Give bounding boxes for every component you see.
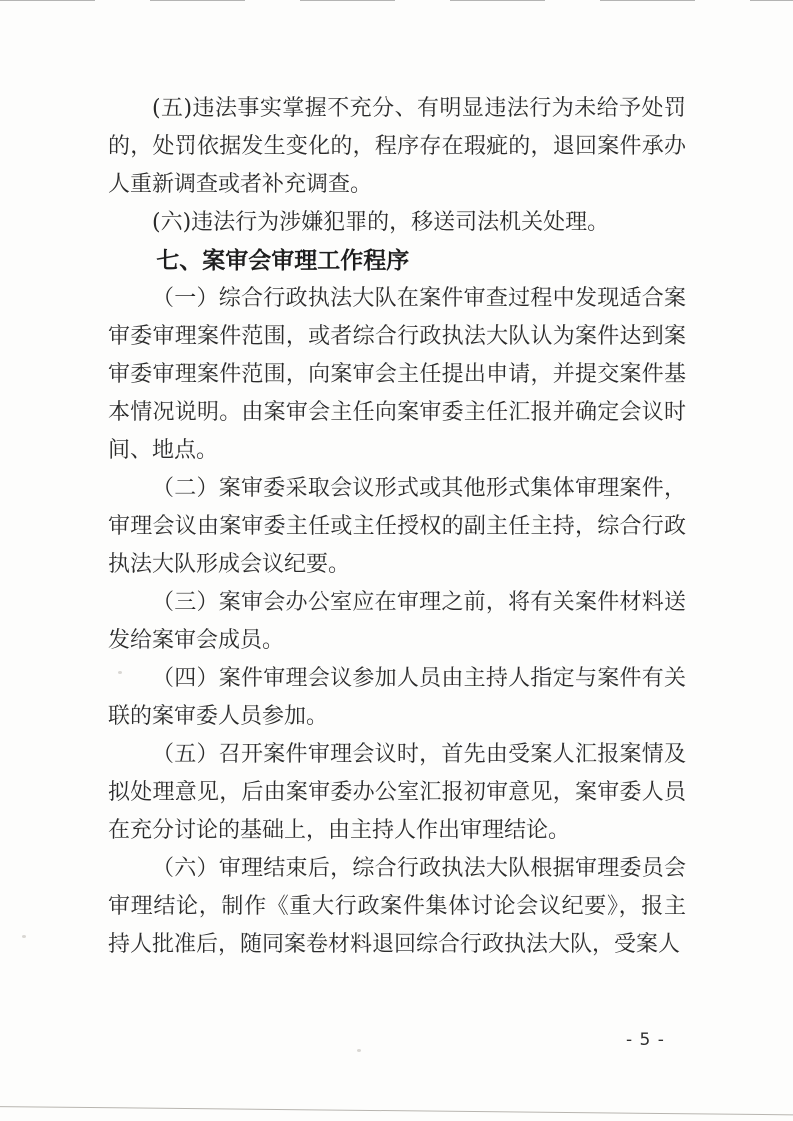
page-number: - 5 -: [626, 1030, 665, 1050]
document-paragraph: (五)违法事实掌握不充分、有明显违法行为未给予处罚的，处罚依据发生变化的，程序存在瑕疵的，退回案件承办人重新调查或者补充调查。: [108, 96, 686, 197]
scan-artifact-speck: [22, 935, 26, 938]
document-paragraph: （四）案件审理会议参加人员由主持人指定与案件有关联的案审委人员参加。: [108, 666, 686, 729]
scan-artifact-speck: [118, 671, 122, 674]
section-heading: 七、案审会审理工作程序: [156, 248, 410, 274]
document-paragraph: （六）审理结束后，综合行政执法大队根据审理委员会审理结论，制作《重大行政案件集体讨论会议纪要》，报主持人批准后，随同案卷材料退回综合行政执法大队，受案人: [108, 856, 686, 957]
document-paragraph: （三）案审会办公室应在审理之前，将有关案件材料送发给案审会成员。: [108, 590, 686, 653]
document-paragraph: （一）综合行政执法大队在案件审查过程中发现适合案审委审理案件范围，或者综合行政执法大队认为案件达到案审委审理案件范围，向案审会主任提出申请，并提交案件基本情况说明。由案审会主任向案审委主任汇报并确定会议时间、地点。: [108, 286, 686, 463]
scan-artifact-bottom-edge: [0, 1106, 793, 1116]
scan-artifact-speck: [357, 1049, 361, 1052]
document-body: [108, 90, 686, 964]
document-paragraph: （五）召开案件审理会议时，首先由受案人汇报案情及拟处理意见，后由案审委办公室汇报初审意见，案审委人员在充分讨论的基础上，由主持人作出审理结论。: [108, 742, 686, 843]
document-paragraph: (六)违法行为涉嫌犯罪的，移送司法机关处理。: [152, 210, 610, 235]
scan-artifact-top-edge: [0, 0, 793, 1]
document-paragraph: （二）案审委采取会议形式或其他形式集体审理案件，审理会议由案审委主任或主任授权的副主任主持，综合行政执法大队形成会议纪要。: [108, 476, 686, 577]
